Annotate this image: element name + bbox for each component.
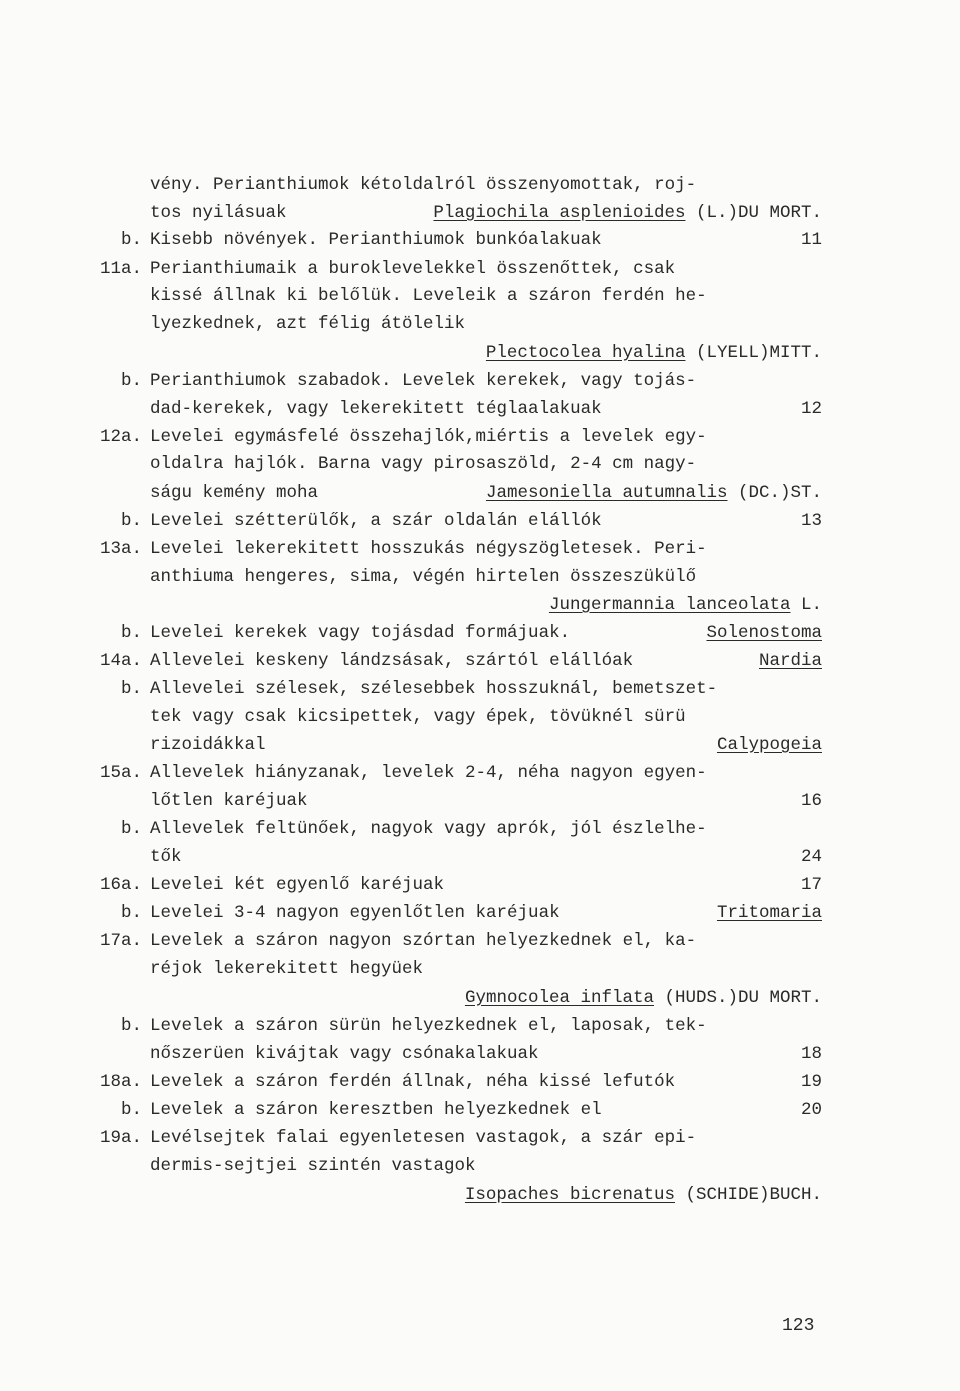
key-tail: 12	[800, 399, 822, 419]
key-number: b.	[120, 623, 142, 643]
key-text: anthiuma hengeres, sima, végén hirtelen összeszükülő	[150, 567, 697, 587]
key-line	[150, 844, 822, 870]
key-text: Allevelek hiányzanak, levelek 2-4, néha nagyon egyen-	[150, 763, 707, 783]
key-right	[465, 985, 822, 1011]
key-line	[150, 676, 822, 702]
key-number: b.	[120, 903, 142, 923]
page-number: 123	[782, 1316, 815, 1336]
key-text: Levelei szétterülők, a szár oldalán elállók	[150, 511, 602, 531]
key-tail: (L.)DU MORT.	[685, 203, 822, 223]
key-tail: 11	[800, 230, 822, 250]
key-text: lőtlen karéjuak	[150, 791, 308, 811]
key-text: Allevelei keskeny lándzsásak, szártól elállóak	[150, 651, 634, 671]
key-line	[150, 704, 822, 730]
key-number: 13a.	[99, 539, 142, 559]
key-line	[150, 648, 822, 674]
key-text: ságu kemény moha	[150, 483, 319, 503]
key-text: rizoidákkal	[150, 735, 266, 755]
key-right	[706, 620, 822, 646]
key-text: Allevelei szélesek, szélesebbek hosszuknál, bemetszet-	[150, 679, 718, 699]
key-line	[150, 732, 822, 758]
key-line	[150, 788, 822, 814]
key-number: b.	[120, 230, 142, 250]
key-text: Levelei lekerekitett hosszukás négyszögletesek. Peri-	[150, 539, 707, 559]
key-right	[801, 872, 822, 898]
taxon-name: Jungermannia lanceolata	[548, 595, 791, 615]
key-line	[150, 451, 822, 477]
key-right	[801, 788, 822, 814]
key-right	[549, 592, 822, 618]
key-number: 12a.	[99, 427, 142, 447]
taxon-name: Plagiochila asplenioides	[433, 203, 686, 223]
key-line	[150, 368, 822, 394]
key-tail: 13	[800, 511, 822, 531]
key-line	[150, 620, 822, 646]
key-text: tek vagy csak kicsipettek, vagy épek, tövüknél sürü	[150, 707, 686, 727]
key-line	[150, 900, 822, 926]
taxon-name: Jamesoniella autumnalis	[485, 483, 728, 503]
key-text: kissé állnak ki belőlük. Leveleik a száron ferdén he-	[150, 286, 707, 306]
key-text: Levelei két egyenlő karéjuak	[150, 875, 445, 895]
key-number: b.	[120, 1100, 142, 1120]
key-right	[801, 1069, 822, 1095]
key-right	[759, 648, 822, 674]
key-line	[150, 283, 822, 309]
key-right	[465, 1182, 822, 1208]
key-line	[150, 480, 822, 506]
key-line	[150, 311, 822, 337]
key-line	[150, 1041, 822, 1067]
key-line	[150, 928, 822, 954]
key-right	[801, 396, 822, 422]
key-line	[150, 956, 822, 982]
key-text: Levelek a száron sürün helyezkednek el, laposak, tek-	[150, 1016, 707, 1036]
key-line	[150, 985, 822, 1011]
key-text: Levelek a száron nagyon szórtan helyezkednek el, ka-	[150, 931, 697, 951]
key-line	[150, 1013, 822, 1039]
key-text: Levélsejtek falai egyenletesen vastagok, a szár epi-	[150, 1128, 697, 1148]
key-line	[150, 564, 822, 590]
key-number: 16a.	[99, 875, 142, 895]
key-tail: (HUDS.)DU MORT.	[653, 988, 822, 1008]
key-tail: (DC.)ST.	[727, 483, 822, 503]
taxon-name: Isopaches bicrenatus	[464, 1185, 675, 1205]
key-right	[433, 200, 822, 226]
key-number: 19a.	[99, 1128, 142, 1148]
key-text: vény. Perianthiumok kétoldalról összenyomottak, roj-	[150, 175, 697, 195]
key-text: Levelei 3-4 nagyon egyenlőtlen karéjuak	[150, 903, 560, 923]
key-text: tők	[150, 847, 182, 867]
key-number: b.	[120, 819, 142, 839]
key-number: b.	[120, 511, 142, 531]
key-text: Levelei kerekek vagy tojásdad formájuak.	[150, 623, 571, 643]
key-number: b.	[120, 1016, 142, 1036]
key-line	[150, 1125, 822, 1151]
key-line	[150, 760, 822, 786]
key-line	[150, 592, 822, 618]
key-text: Perianthiumok szabadok. Levelek kerekek, vagy tojás-	[150, 371, 697, 391]
key-line	[150, 340, 822, 366]
key-line	[150, 200, 822, 226]
key-text: tos nyilásuak	[150, 203, 287, 223]
key-tail: (SCHIDE)BUCH.	[674, 1185, 822, 1205]
key-number: 17a.	[99, 931, 142, 951]
key-right	[801, 1041, 822, 1067]
taxon-name: Gymnocolea inflata	[464, 988, 654, 1008]
key-right	[486, 480, 822, 506]
key-tail: L.	[790, 595, 822, 615]
key-tail: (LYELL)MITT.	[685, 343, 822, 363]
key-line	[150, 816, 822, 842]
key-number: b.	[120, 679, 142, 699]
key-number: 18a.	[99, 1072, 142, 1092]
key-line	[150, 872, 822, 898]
key-text: réjok lekerekitett hegyüek	[150, 959, 424, 979]
key-line	[150, 508, 822, 534]
key-number: 14a.	[99, 651, 142, 671]
key-tail: 19	[800, 1072, 822, 1092]
key-text: dermis-sejtjei szintén vastagok	[150, 1156, 476, 1176]
key-text: nőszerüen kivájtak vagy csónakalakuak	[150, 1044, 539, 1064]
key-text: Perianthiumaik a buroklevelekkel összenőttek, csak	[150, 259, 676, 279]
key-text: Levelek a száron keresztben helyezkednek el	[150, 1100, 602, 1120]
taxon-name: Plectocolea hyalina	[485, 343, 686, 363]
key-line	[150, 424, 822, 450]
key-line	[150, 256, 822, 282]
key-right	[717, 900, 822, 926]
key-line	[150, 536, 822, 562]
key-line	[150, 172, 822, 198]
taxon-name: Nardia	[758, 651, 822, 671]
key-text: Allevelek feltünőek, nagyok vagy aprók, jól észlelhe-	[150, 819, 707, 839]
taxon-name: Calypogeia	[716, 735, 822, 755]
key-number: 15a.	[99, 763, 142, 783]
taxon-name: Solenostoma	[706, 623, 822, 643]
key-text: lyezkednek, azt félig átölelik	[150, 314, 466, 334]
key-tail: 17	[800, 875, 822, 895]
key-number: 11a.	[99, 259, 142, 279]
key-text: Levelei egymásfelé összehajlók,miértis a levelek egy-	[150, 427, 707, 447]
key-line	[150, 1153, 822, 1179]
key-text: dad-kerekek, vagy lekerekitett téglaalakuak	[150, 399, 602, 419]
key-number: b.	[120, 371, 142, 391]
key-text: Kisebb növények. Perianthiumok bunkóalakuak	[150, 230, 602, 250]
key-right	[801, 508, 822, 534]
key-line	[150, 1097, 822, 1123]
key-line	[150, 1182, 822, 1208]
key-text: oldalra hajlók. Barna vagy pirosaszöld, 2-4 cm nagy-	[150, 454, 697, 474]
key-line	[150, 396, 822, 422]
key-text: Levelek a száron ferdén állnak, néha kissé lefutók	[150, 1072, 676, 1092]
key-tail: 20	[800, 1100, 822, 1120]
key-right	[801, 1097, 822, 1123]
key-tail: 16	[800, 791, 822, 811]
key-tail: 18	[800, 1044, 822, 1064]
key-line	[150, 1069, 822, 1095]
key-right	[801, 227, 822, 253]
key-tail: 24	[800, 847, 822, 867]
taxon-name: Tritomaria	[716, 903, 822, 923]
key-right	[801, 844, 822, 870]
key-right	[717, 732, 822, 758]
key-right	[486, 340, 822, 366]
key-line	[150, 227, 822, 253]
